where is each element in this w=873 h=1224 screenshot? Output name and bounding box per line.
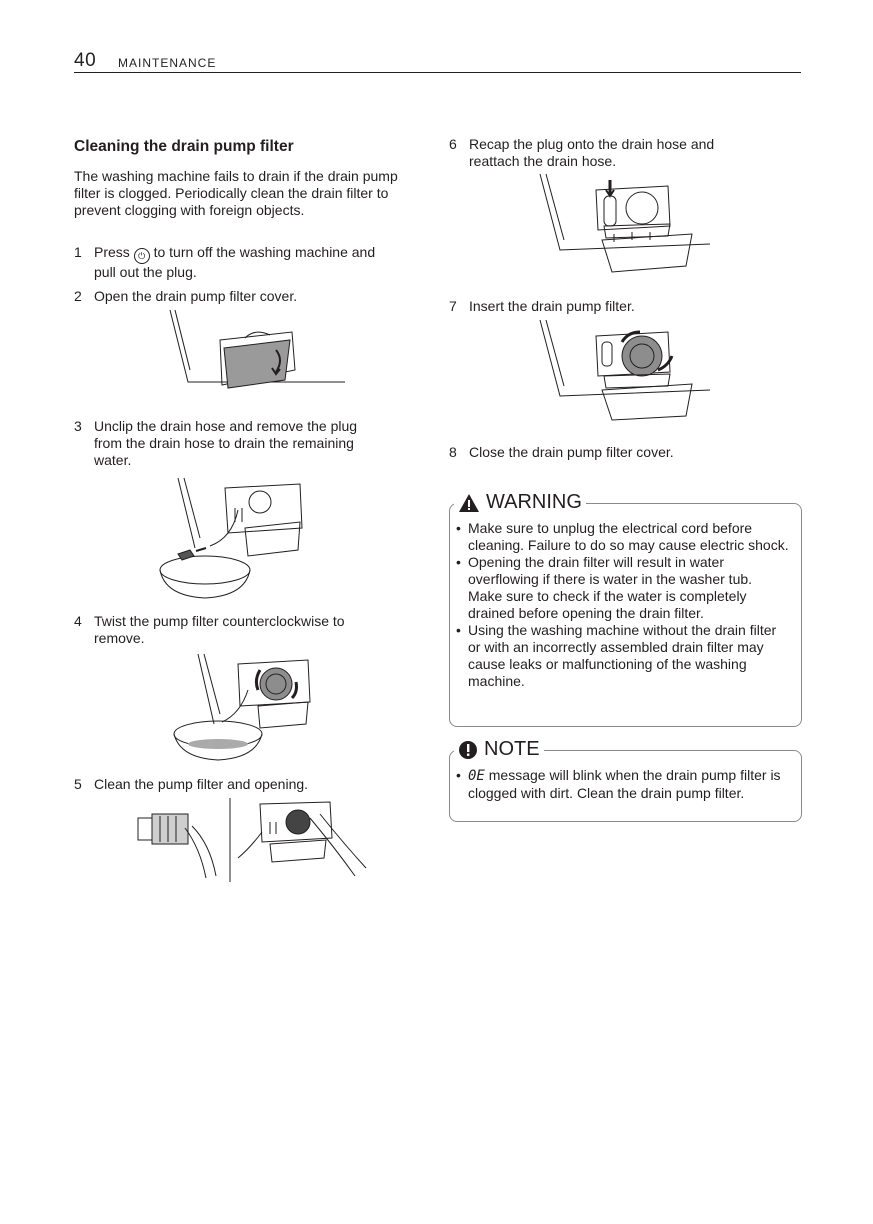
warning-item: • Using the washing machine without the drain filter or with an incorrectly assembled drain filter may cause leaks or malfunctioning of the washing machine. [454, 622, 790, 690]
section-header: MAINTENANCE [118, 56, 217, 70]
note-list [454, 767, 790, 802]
step-number: 4 [74, 613, 82, 629]
step-8 [449, 444, 809, 461]
step-text: Open the drain pump filter cover. [94, 288, 298, 304]
step-5 [74, 776, 424, 793]
illustration-clean-filter [130, 798, 370, 884]
warning-list [454, 520, 790, 690]
warning-heading [454, 491, 586, 514]
step-text: Close the drain pump filter cover. [469, 444, 674, 460]
warning-title: WARNING [486, 491, 582, 513]
illustration-twist-filter [168, 654, 328, 766]
step-text: Insert the drain pump filter. [469, 298, 635, 314]
page-number: 40 [74, 50, 97, 71]
step-number: 6 [449, 136, 457, 152]
step-text: to turn off the washing machine and [153, 244, 376, 260]
warning-item: • Opening the drain filter will result in water overflowing if there is water in the washer tub. Make sure to check if the water is completely drained before opening the drain filter. [454, 554, 790, 622]
step-number: 1 [74, 244, 82, 260]
step-text: Press [94, 244, 130, 260]
step-6 [449, 136, 809, 170]
intro-paragraph: The washing machine fails to drain if the drain pump filter is clogged. Periodically clean the drain filter to prevent clogging with foreign objects. [74, 168, 398, 218]
step-text: pull out the plug. [94, 264, 197, 280]
step-number: 5 [74, 776, 82, 792]
section-title: Cleaning the drain pump filter [74, 138, 294, 155]
exclamation-circle-icon [458, 740, 478, 760]
note-title: NOTE [484, 738, 540, 760]
step-text: remove. [94, 630, 145, 646]
step-7 [449, 298, 809, 315]
note-heading [454, 738, 544, 761]
step-text: water. [94, 452, 132, 468]
step-3 [74, 418, 424, 469]
illustration-open-cover [160, 310, 350, 390]
step-1 [74, 244, 424, 278]
step-2 [74, 288, 424, 305]
step-text: from the drain hose to drain the remaining [94, 435, 354, 451]
illustration-insert-filter [540, 320, 710, 420]
warning-item: • Make sure to unplug the electrical cord before cleaning. Failure to do so may cause electric shock. [454, 520, 790, 554]
warning-triangle-icon [458, 493, 480, 513]
illustration-drain-hose [150, 478, 320, 598]
step-number: 8 [449, 444, 457, 460]
warning-box [449, 491, 802, 727]
step-text: reattach the drain hose. [469, 153, 617, 169]
error-code: 0E [468, 768, 485, 784]
step-text: Clean the pump filter and opening. [94, 776, 309, 792]
step-text: Twist the pump filter counterclockwise to [94, 613, 345, 629]
illustration-recap-plug [540, 174, 710, 274]
step-text: Unclip the drain hose and remove the plug [94, 418, 358, 434]
note-text: message will blink when the drain pump filter is clogged with dirt. Clean the drain pump filter. [468, 767, 781, 801]
step-number: 3 [74, 418, 82, 434]
step-number: 2 [74, 288, 82, 304]
power-icon: ⏻ [134, 248, 150, 264]
step-text: Recap the plug onto the drain hose and [469, 136, 715, 152]
header-rule [74, 72, 801, 73]
step-number: 7 [449, 298, 457, 314]
note-item [454, 767, 790, 802]
step-4 [74, 613, 424, 647]
note-box [449, 738, 802, 822]
